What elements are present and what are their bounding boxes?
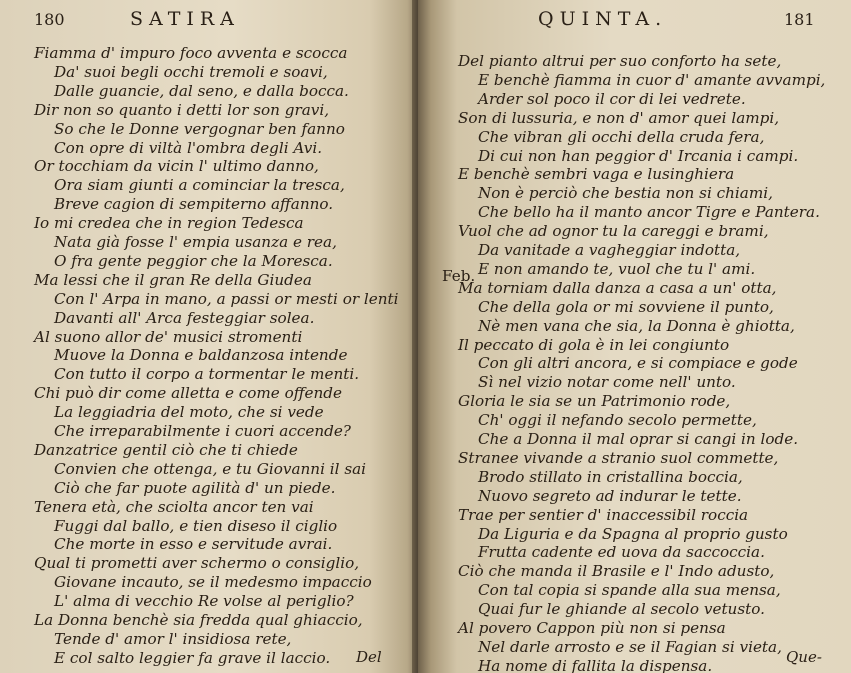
left-page [0,0,420,673]
left-verse-line: Con tutto il corpo a tormentar le menti. [54,365,360,384]
right-verse-line: Che vibran gli occhi della cruda fera, [478,127,765,146]
right-verse-line: Trae per sentier d' inaccessibil roccia [458,505,749,524]
right-verse-line: Nel darle arrosto e se il Fagian si vieta, [478,637,782,656]
left-verse-line: Chi può dir come alletta e come offende [34,384,343,403]
left-verse-line: Qual ti prometti aver schermo o consiglio, [34,554,360,573]
left-verse-line: Tenera età, che sciolta ancor ten vai [34,497,314,516]
left-verse-line: Tende d' amor l' insidiosa rete, [54,629,292,648]
right-verse-line: Nuovo segreto ad indurar le tette. [478,486,742,505]
left-verse-line: O fra gente peggior che la Moresca. [54,251,333,270]
right-verse-line: Ha nome di fallita la dispensa. [478,656,713,673]
right-verse-line: Il peccato di gola è in lei congiunto [458,335,730,354]
left-verse-line: Ora siam giunti a cominciar la tresca, [54,176,345,195]
left-verse-line: Breve cagion di sempiterno affanno. [54,195,334,214]
right-verse-line: Ciò che manda il Brasile e l' Indo adusto, [458,562,775,581]
right-verse-line: Non è perciò che bestia non si chiami, [478,184,773,203]
right-verse-line: Ma torniam dalla danza a casa a un' otta, [458,278,777,297]
left-verse-line: Che irreparabilmente i cuori accende? [54,422,351,440]
right-verse-line: Quai fur le ghiande al secolo vetusto. [478,600,765,619]
right-verse-line: Brodo stillato in cristallina boccia, [478,467,743,486]
right-verse-line: Con tal copia si spande alla sua mensa, [478,581,781,600]
left-verse-line: Con opre di viltà l'ombra degli Avi. [54,138,323,157]
left-verse-line: La leggiadria del moto, che si vede [54,403,324,422]
right-verse-line: Al povero Cappon più non si pensa [458,619,726,637]
right-verse-line: Arder sol poco il cor di lei vedrete. [478,89,746,108]
right-verse-line: Nè men vana che sia, la Donna è ghiotta, [478,316,795,335]
left-verse-line: E col salto leggier fa grave il laccio. [54,648,331,667]
left-verse-line: Giovane incauto, se il medesmo impaccio [54,573,372,592]
left-verse-line: Dalle guancie, dal seno, e dalla bocca. [54,81,349,100]
left-verse-line: Or tocchiam da vicin l' ultimo danno, [34,157,319,176]
right-verse-line: Che della gola or mi sovviene il punto, [478,297,774,316]
right-verse-line: Che bello ha il manto ancor Tigre e Pantera. [478,203,820,222]
margin-note: Feb. [442,267,476,285]
right-verse-line: E non amando te, vuol che tu l' ami. [478,259,756,278]
right-catchword: Que- [786,648,822,666]
left-verse-line: Da' suoi begli occhi tremoli e soavi, [54,62,328,81]
left-verse-line: Al suono allor de' musici stromenti [34,327,303,346]
right-verse-line: Stranee vivande a stranio suol commette, [458,448,779,467]
left-verse-line: La Donna benchè sia fredda qual ghiaccio, [34,611,363,629]
left-verse-line: L' alma di vecchio Re volse al periglio? [54,592,354,611]
right-verse-line: Di cui non han peggior d' Ircania i campi. [478,146,799,165]
right-verse-line: Da vanitade a vagheggiar indotta, [478,241,741,259]
left-verse-line: Dir non so quanto i detti lor son gravi, [34,100,330,119]
right-running-head: QUINTA. [538,8,668,30]
left-verse-line: Muove la Donna e baldanzosa intende [54,346,348,365]
left-verse-line: Che morte in esso e servitude avrai. [54,535,333,554]
left-verse-line: Nata già fosse l' empia usanza e rea, [54,233,337,251]
left-catchword: Del [356,648,382,666]
right-verse-line: Sì nel vizio notar come nell' unto. [478,373,736,392]
right-verse-line: Del pianto altrui per suo conforto ha sete, [458,52,782,70]
right-verse-line: Son di lussuria, e non d' amor quei lampi, [458,108,780,127]
left-verse-line: Fiamma d' impuro foco avventa e scocca [34,44,348,62]
left-running-head: SATIRA [130,8,240,30]
left-verse-line: Danzatrice gentil ciò che ti chiede [34,440,298,459]
right-page [418,0,851,673]
left-verse-line: Con l' Arpa in mano, a passi or mesti or lenti [54,289,399,308]
right-verse-line: Che a Donna il mal oprar si cangi in lode. [478,430,799,448]
right-verse-line: Da Liguria e da Spagna al proprio gusto [478,524,788,543]
left-page-number: 180 [34,10,65,29]
left-verse-line: Davanti all' Arca festeggiar solea. [54,308,315,327]
right-verse-line: Frutta cadente ed uova da saccoccia. [478,543,765,562]
right-verse-line: E benchè fiamma in cuor d' amante avvampi, [478,70,826,89]
right-verse-line: Ch' oggi il nefando secolo permette, [478,411,757,430]
left-verse-line: Io mi credea che in region Tedesca [34,214,304,233]
right-verse-line: Gloria le sia se un Patrimonio rode, [458,392,731,411]
right-verse-line: Con gli altri ancora, e si compiace e gode [478,354,798,373]
right-page-number: 181 [784,10,815,29]
right-verse-line: Vuol che ad ognor tu la careggi e brami, [458,222,769,241]
left-verse-line: Convien che ottenga, e tu Giovanni il sai [54,459,367,478]
right-verse-line: E benchè sembri vaga e lusinghiera [458,165,735,184]
left-verse-line: Ma lessi che il gran Re della Giudea [34,270,312,289]
left-verse-line: Ciò che far puote agilità d' un piede. [54,478,336,497]
left-verse-line: So che le Donne vergognar ben fanno [54,119,345,138]
left-verse-line: Fuggi dal ballo, e tien diseso il ciglio [54,516,338,535]
